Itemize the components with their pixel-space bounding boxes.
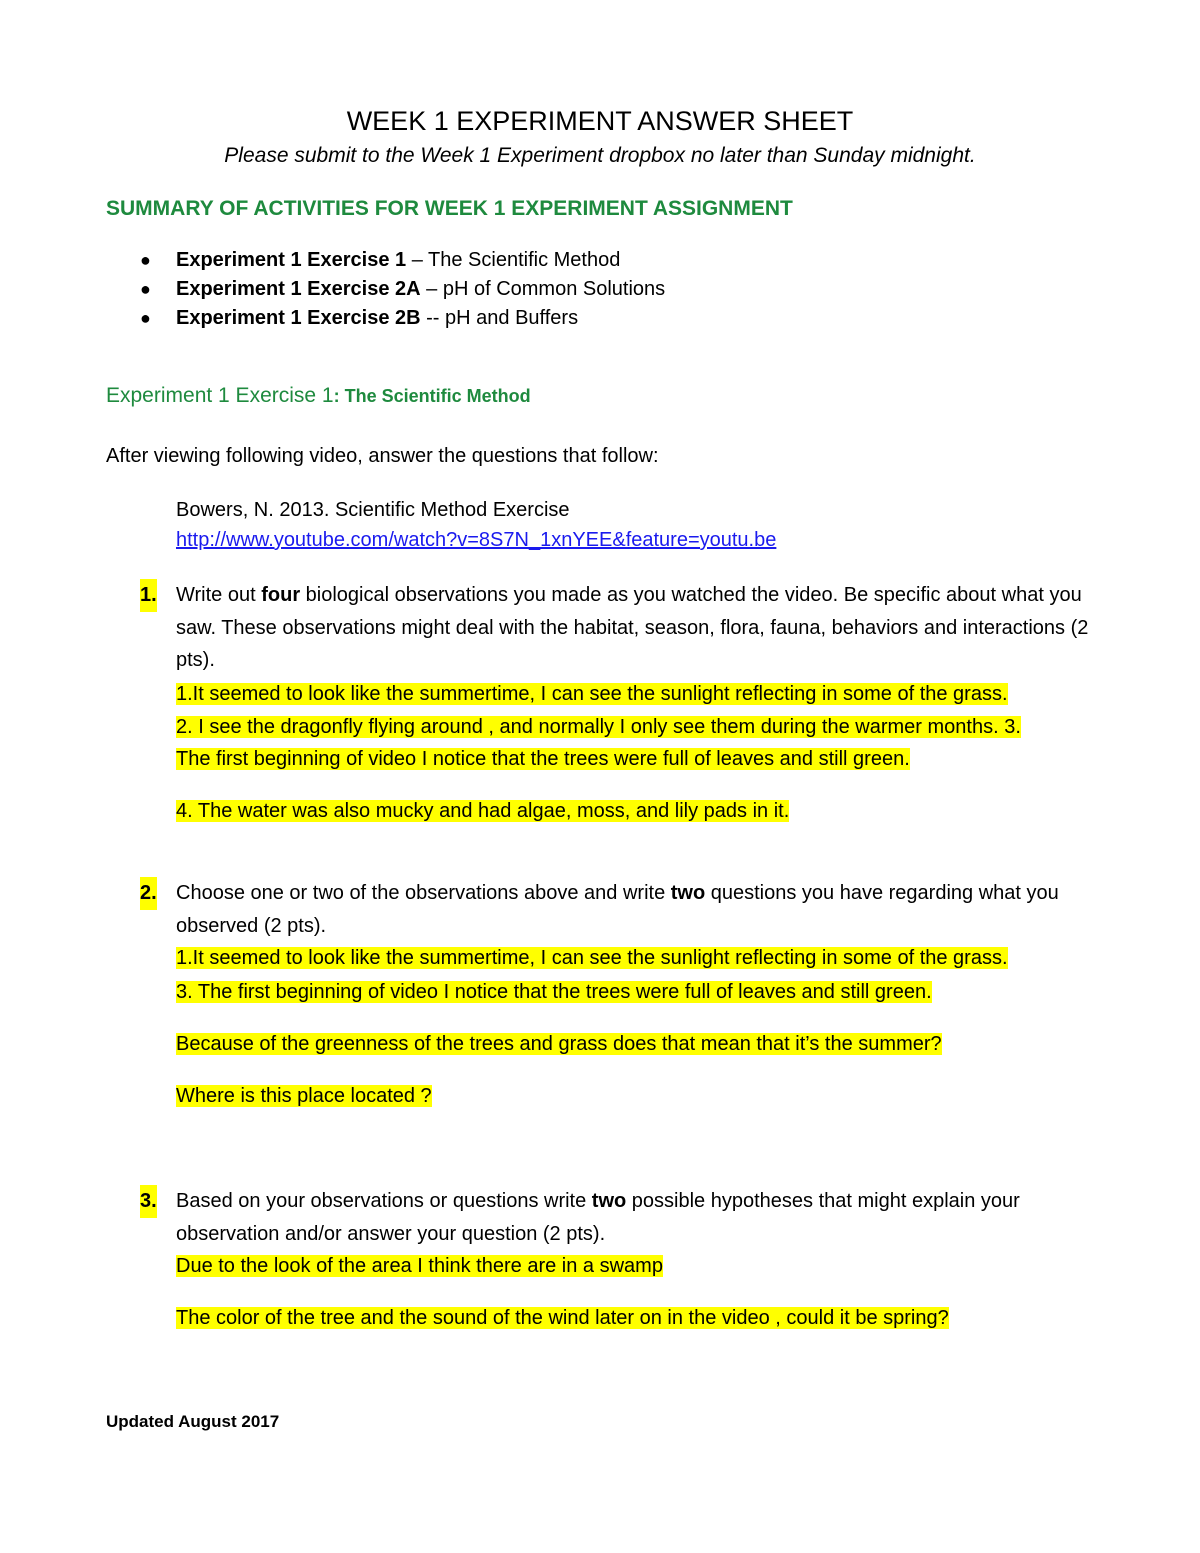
intro-text: After viewing following video, answer the questions that follow:: [106, 445, 659, 467]
question-text: Based on your observations or questions write two possible hypotheses that might explain your observation and/or answer your question (2 pts).: [176, 1190, 1020, 1245]
bullet-icon: ●: [140, 308, 151, 328]
list-item: [140, 246, 665, 275]
answer-line: Due to the look of the area I think there are in a swamp: [176, 1255, 663, 1277]
updated-footer: Updated August 2017: [106, 1412, 280, 1431]
answer-line: Because of the greenness of the trees and grass does that mean that it’s the summer?: [176, 1033, 942, 1055]
summary-item-rest: – The Scientific Method: [406, 249, 621, 271]
answer-line: The first beginning of video I notice that the trees were full of leaves and still green.: [176, 748, 910, 770]
video-link[interactable]: http://www.youtube.com/watch?v=8S7N_1xnYEE&feature=youtu.be: [176, 529, 777, 551]
question-number: 1.: [140, 579, 157, 612]
summary-item-bold: Experiment 1 Exercise 2A: [176, 278, 421, 300]
answer-line: 2. I see the dragonfly flying around , and normally I only see them during the warmer months. 3.: [176, 716, 1021, 738]
question-text: Write out four biological observations you made as you watched the video. Be specific about what you saw. These observations might deal with the habitat, season, flora, fauna, behaviors and interactions (2 pts).: [176, 584, 1089, 671]
exercise-heading-part1: Experiment 1 Exercise 1: [106, 384, 334, 407]
question-3: [140, 1185, 1100, 1250]
answer-line: 4. The water was also mucky and had algae, moss, and lily pads in it.: [176, 800, 790, 822]
page-title: WEEK 1 EXPERIMENT ANSWER SHEET: [346, 106, 854, 136]
question-1: [140, 579, 1100, 677]
bullet-icon: ●: [140, 250, 151, 270]
summary-item-rest: – pH of Common Solutions: [420, 278, 666, 300]
summary-item-bold: Experiment 1 Exercise 1: [176, 249, 407, 271]
summary-item-bold: Experiment 1 Exercise 2B: [176, 307, 421, 329]
bullet-icon: ●: [140, 279, 151, 299]
page-subtitle: Please submit to the Week 1 Experiment dropbox no later than Sunday midnight.: [224, 144, 976, 167]
list-item: [140, 275, 665, 304]
answer-line: The color of the tree and the sound of the wind later on in the video , could it be spring?: [176, 1307, 949, 1329]
summary-item-rest: -- pH and Buffers: [420, 307, 579, 329]
question-2: [140, 877, 1100, 942]
question-text: Choose one or two of the observations above and write two questions you have regarding what you observed (2 pts).: [176, 882, 1059, 937]
citation-text: Bowers, N. 2013. Scientific Method Exercise: [176, 499, 570, 521]
list-item: [140, 304, 665, 333]
answer-line: Where is this place located ?: [176, 1085, 432, 1107]
summary-list: [140, 246, 665, 333]
answer-line: 1.It seemed to look like the summertime, I can see the sunlight reflecting in some of the grass.: [176, 683, 1008, 705]
summary-heading: SUMMARY OF ACTIVITIES FOR WEEK 1 EXPERIMENT ASSIGNMENT: [106, 197, 793, 220]
question-number: 3.: [140, 1185, 157, 1218]
question-number: 2.: [140, 877, 157, 910]
exercise-heading-part2: : The Scientific Method: [333, 386, 531, 406]
answer-line: 1.It seemed to look like the summertime, I can see the sunlight reflecting in some of the grass.: [176, 947, 1008, 969]
answer-line: 3. The first beginning of video I notice that the trees were full of leaves and still green.: [176, 981, 932, 1003]
exercise-heading: [106, 382, 531, 410]
